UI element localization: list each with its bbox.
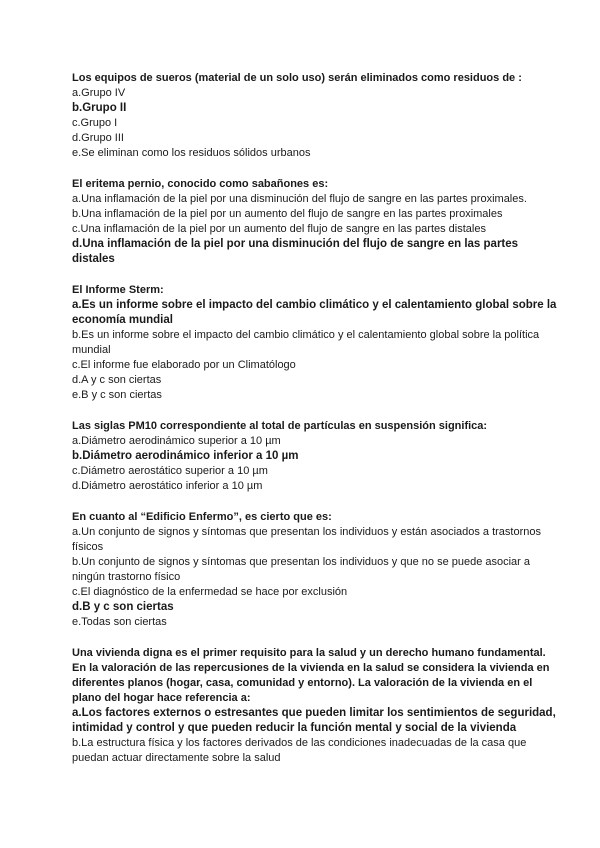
answer-option: e.Todas son ciertas xyxy=(72,616,167,628)
question-block xyxy=(72,283,560,403)
answer-option: b.La estructura física y los factores derivados de las condiciones inadecuadas de la casa que puedan actuar directamente sobre la salud xyxy=(72,737,527,764)
answer-option: b.Es un informe sobre el impacto del cambio climático y el calentamiento global sobre la política mundial xyxy=(72,329,540,356)
answer-option: c.Diámetro aerostático superior a 10 µm xyxy=(72,465,268,477)
question-block xyxy=(72,510,560,630)
answer-option-correct: a.Es un informe sobre el impacto del cambio climático y el calentamiento global sobre la economía mundial xyxy=(72,299,557,326)
answer-option: e.B y c son ciertas xyxy=(72,389,162,401)
question-text: Los equipos de sueros (material de un solo uso) serán eliminados como residuos de : xyxy=(72,72,522,84)
answer-option: d.Diámetro aerostático inferior a 10 µm xyxy=(72,480,263,492)
answer-option: e.Se eliminan como los residuos sólidos urbanos xyxy=(72,147,311,159)
answer-option: a.Diámetro aerodinámico superior a 10 µm xyxy=(72,435,281,447)
answer-option: d.Grupo III xyxy=(72,132,124,144)
answer-option-correct: b.Diámetro aerodinámico inferior a 10 µm xyxy=(72,450,299,462)
answer-option: a.Grupo IV xyxy=(72,87,126,99)
question-block xyxy=(72,71,560,161)
answer-option: c.Una inflamación de la piel por un aumento del flujo de sangre en las partes distales xyxy=(72,223,486,235)
question-text: Las siglas PM10 correspondiente al total de partículas en suspensión significa: xyxy=(72,420,488,432)
answer-option: c.El diagnóstico de la enfermedad se hace por exclusión xyxy=(72,586,348,598)
answer-option-correct: d.Una inflamación de la piel por una disminución del flujo de sangre en las partes distales xyxy=(72,238,519,265)
question-block xyxy=(72,419,560,494)
answer-option: a.Una inflamación de la piel por una disminución del flujo de sangre en las partes proximales. xyxy=(72,193,527,205)
answer-option-correct: b.Grupo II xyxy=(72,102,127,114)
answer-option-correct: d.B y c son ciertas xyxy=(72,601,174,613)
question-text: El Informe Sterm: xyxy=(72,284,164,296)
answer-option: c.El informe fue elaborado por un Climatólogo xyxy=(72,359,296,371)
answer-option: a.Un conjunto de signos y síntomas que presentan los individuos y están asociados a trastornos físicos xyxy=(72,526,541,553)
question-block xyxy=(72,646,560,766)
question-text: El eritema pernio, conocido como sabañones es: xyxy=(72,178,329,190)
answer-option-correct: a.Los factores externos o estresantes que pueden limitar los sentimientos de seguridad, intimidad y control y que pueden reducir la función mental y social de la vivienda xyxy=(72,707,556,734)
question-block xyxy=(72,177,560,267)
question-text: En cuanto al “Edificio Enfermo”, es cierto que es: xyxy=(72,511,332,523)
answer-option: b.Una inflamación de la piel por un aumento del flujo de sangre en las partes proximales xyxy=(72,208,503,220)
answer-option: b.Un conjunto de signos y síntomas que presentan los individuos y que no se puede asociar a ningún trastorno físico xyxy=(72,556,531,583)
answer-option: d.A y c son ciertas xyxy=(72,374,162,386)
question-text: Una vivienda digna es el primer requisito para la salud y un derecho humano fundamental. En la valoración de las repercusiones de la vivienda en la salud se considera la vivienda en diferentes planos (hogar, casa, comunidad y entorno). La valoración de la vivienda en el plano del hogar hace referencia a: xyxy=(72,647,550,704)
answer-option: c.Grupo I xyxy=(72,117,118,129)
